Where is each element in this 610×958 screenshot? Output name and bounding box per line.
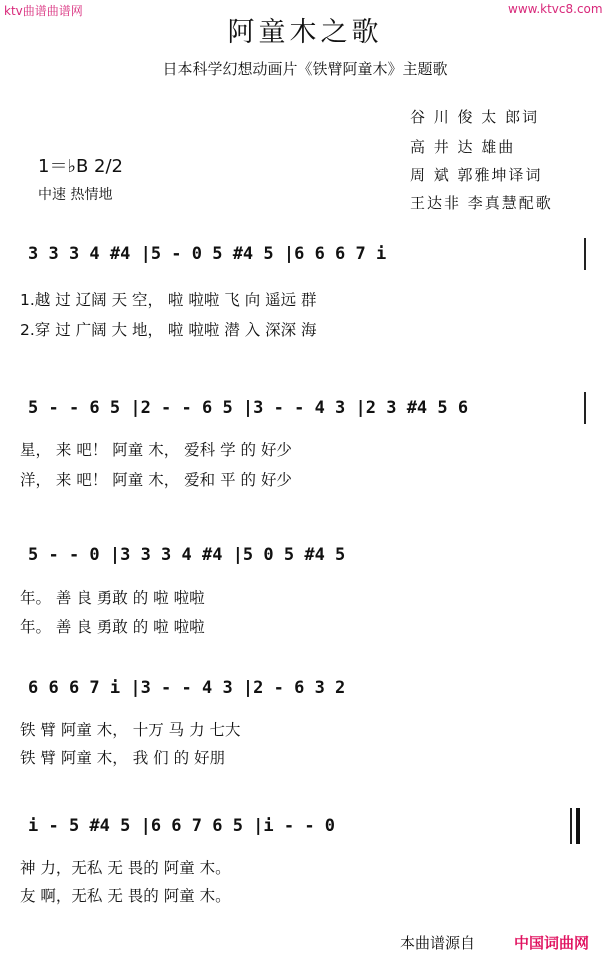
system-1-lyrics-verse-1: 1.越 过 辽阔 天 空， 啦 啦啦 飞 向 遥远 群 [20,291,317,309]
system-3-notes: 5 - - 0 |3 3 3 4 #4 |5 0 5 #4 5 [28,545,346,565]
system-3-lyrics-verse-1: 年。 善 良 勇敢 的 啦 啦啦 [20,589,205,607]
footer-label: 本曲谱源自 [400,934,476,952]
system-5-notes: i - 5 #4 5 |6 6 7 6 5 |i - - 0 [28,816,336,836]
credit-lyricist: 谷 川 俊 太 郎词 [410,108,540,126]
song-title: 阿童木之歌 [227,17,383,48]
system-1-lyrics-verse-2: 2.穿 过 广阔 大 地， 啦 啦啦 潜 入 深深 海 [20,321,317,339]
final-barline-thick [576,808,580,844]
barline [584,392,586,424]
system-4-lyrics-verse-2: 铁 臂 阿童 木， 我 们 的 好朋 [20,749,225,767]
song-subtitle: 日本科学幻想动画片《铁臂阿童木》主题歌 [162,60,448,78]
final-barline-thin [570,808,572,844]
system-1-notes: 3 3 3 4 #4 |5 - 0 5 #4 5 |6 6 6 7 i [28,244,387,264]
tempo-marking: 中速 热情地 [38,187,113,203]
watermark-left: ktv曲谱曲谱网 [4,4,83,18]
system-5-lyrics-verse-2: 友 啊，无私 无 畏的 阿童 木。 [20,887,231,905]
system-4-lyrics-verse-1: 铁 臂 阿童 木， 十万 马 力 七大 [20,721,241,739]
system-5-lyrics-verse-1: 神 力，无私 无 畏的 阿童 木。 [20,859,231,877]
watermark-right: www.ktvc8.com [508,2,603,16]
system-2-lyrics-verse-2: 洋， 来 吧！ 阿童 木， 爱和 平 的 好少 [20,471,292,489]
credit-translator: 周 斌 郭雅坤译词 [410,166,543,184]
system-4-notes: 6 6 6 7 i |3 - - 4 3 |2 - 6 3 2 [28,678,346,698]
system-2-notes: 5 - - 6 5 |2 - - 6 5 |3 - - 4 3 |2 3 #4 5 6 [28,398,469,418]
credit-composer: 高 井 达 雄曲 [410,138,516,156]
key-signature: 1＝♭B 2/2 [38,156,123,177]
system-2-lyrics-verse-1: 星， 来 吧！ 阿童 木， 爱科 学 的 好少 [20,441,292,459]
barline [584,238,586,270]
system-3-lyrics-verse-2: 年。 善 良 勇敢 的 啦 啦啦 [20,618,205,636]
credit-arranger: 王达非 李真慧配歌 [410,194,553,212]
footer-source-link[interactable]: 中国词曲网 [514,934,590,952]
